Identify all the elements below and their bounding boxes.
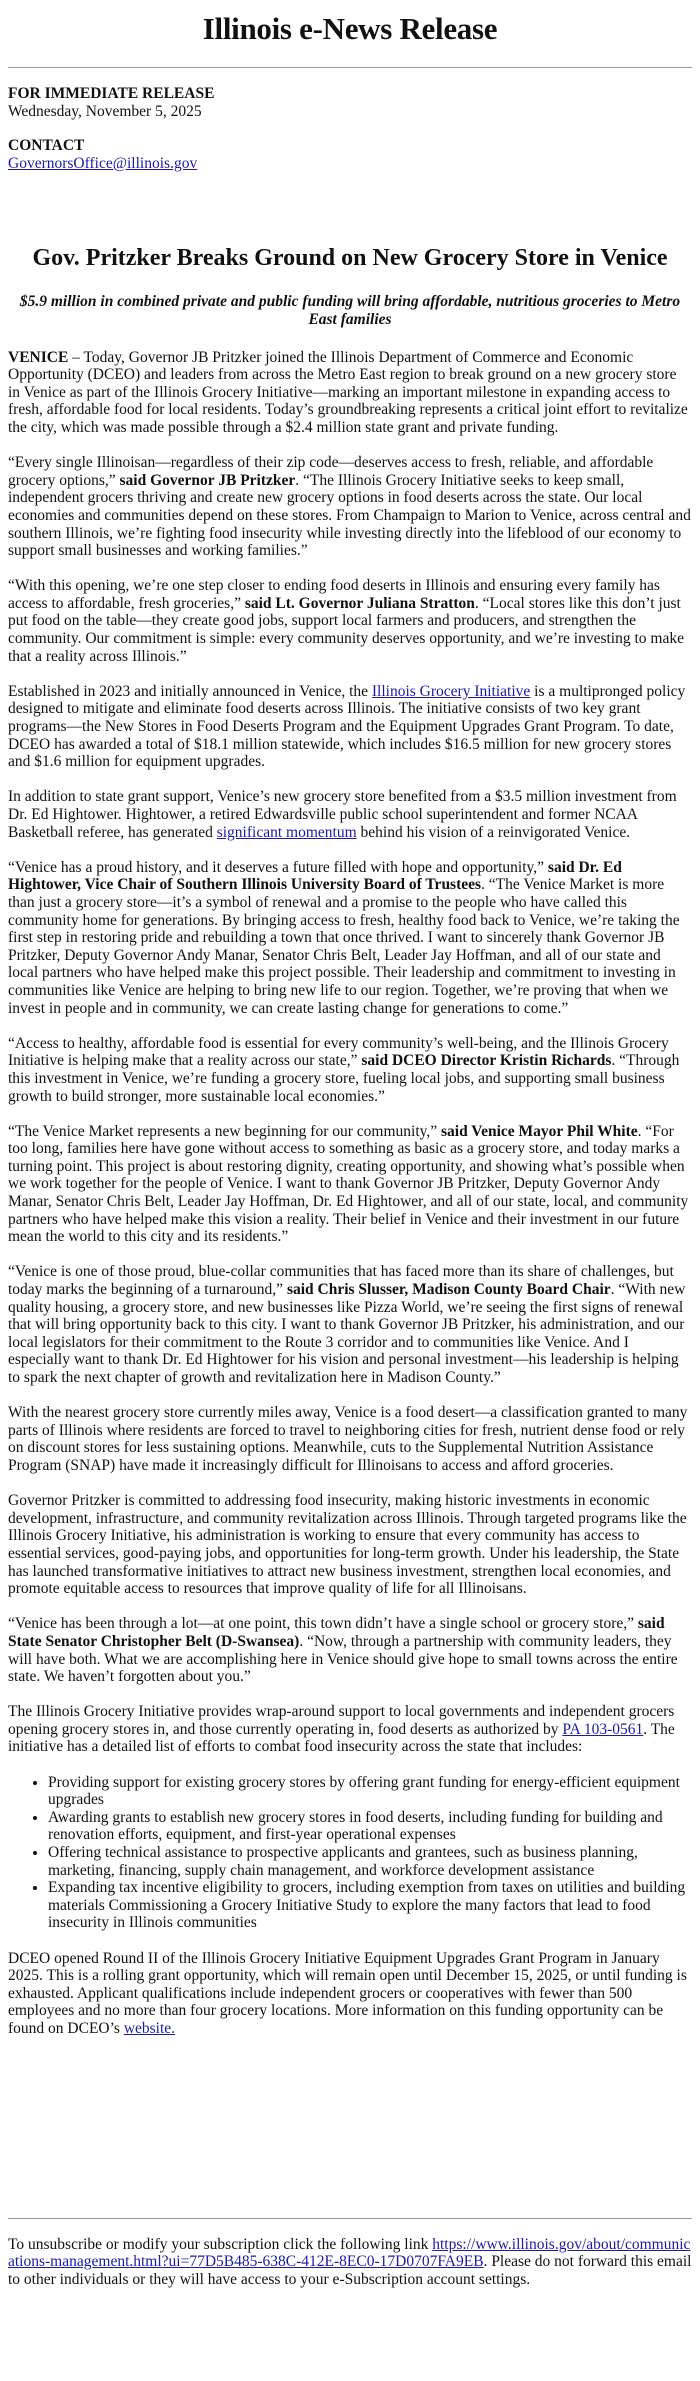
paragraph-text: DCEO opened Round II of the Illinois Grocery Initiative Equipment Upgrades Grant Program in January 2025. This is a rolling grant opportunity, which will remain open until December 15, 2025, or until funding is exhausted. Applicant qualifications include independent grocers or cooperatives with fewer than 500 employees and no more than four grocery locations. More information on this funding opportunity can be found on DCEO’s [8,1949,687,2037]
quote-pritzker [8,454,692,560]
quote-text: “Every single Illinoisan—regardless of their zip code—deserves access to fresh, reliable, and affordable grocery options,” [8,454,654,489]
quote-text: “Venice is one of those proud, blue-collar communities that has faced more than its share of challenges, but today marks the beginning of a turnaround,” [8,1263,674,1299]
list-item: • Expanding tax incentive eligibility to grocers, including exemption from taxes on utilities and building materials Commissioning a Grocery Initiative Study to explore the many factors that lead to food insecurity in Illinois communities [48,1879,692,1932]
footer-text: To unsubscribe or modify your subscription click the following link [8,2235,433,2253]
paragraph-hightower [8,788,692,841]
quote-belt [8,1615,692,1685]
quote-text: . “Now, through a partnership with community leaders, they will have both. What we are accomplishing here in Venice should give hope to small towns across the entire state. We haven’t forgotten about you.” [8,1632,678,1686]
speaker: said Governor JB Pritzker [119,471,296,489]
paragraph-wraparound-support [8,1703,692,1756]
speaker: said Dr. Ed Hightower, Vice Chair of Southern Illinois University Board of Trustees [8,858,622,894]
quote-text: . “Local stores like this don’t just put food on the table—they create good jobs, support local farmers and producers, and strengthen the community. Our commitment is simple: every community deserves opportunity, and we’re investing to make that a reality across Illinois.” [8,594,684,665]
contact-block [8,137,692,172]
speaker: said Chris Slusser, Madison County Board Chair [286,1281,611,1299]
quote-text: “With this opening, we’re one step closer to ending food deserts in Illinois and ensuring every family has access to affordable, fresh groceries,” [8,577,660,612]
quote-text: “The Venice Market represents a new beginning for our community,” [8,1122,441,1140]
list-item: • Awarding grants to establish new grocery stores in food deserts, including funding for building and renovation efforts, equipment, and first-year operational expenses [48,1809,692,1844]
release-meta [8,85,692,172]
quote-text: . “The Venice Market is more than just a grocery store—it’s a symbol of renewal and a promise to the people who have called this community home for generations. By bringing access to fresh, healthy food back to Venice, we’re taking the first step in restoring pride and rebuilding a town that once thrived. I want to sincerely thank Governor JB Pritzker, Deputy Governor Andy Manar, Senator Chris Belt, Leader Jay Hoffman, and all of our state and local partners who have helped make this project possible. Their leadership and commitment to investing in communities like Venice are helping to bring new life to our region. Together, we’re proving that when we invest in people and in community, we can create lasting change for generations to come.” [8,876,680,1017]
speaker: said DCEO Director Kristin Richards [361,1052,612,1070]
speaker: said Lt. Governor Juliana Stratton [244,594,475,612]
paragraph-text: is a multipronged policy designed to mitigate and eliminate food deserts across Illinois. The initiative consists of two key grant programs—the New Stores in Food Deserts Program and the Equipment Upgrades Grant Program. To date, DCEO has awarded a total of $18.1 million statewide, which includes $16.5 million for new grocery stores and $1.6 million for equipment upgrades. [8,682,686,771]
pa-103-0561-link[interactable]: PA 103-0561 [562,1720,644,1738]
list-item: • Offering technical assistance to prospective applicants and grantees, such as business planning, marketing, financing, supply chain management, and workforce development assistance [48,1844,692,1879]
release-date: Wednesday, November 5, 2025 [8,102,202,120]
paragraph-initiative [8,683,692,771]
quote-hightower [8,859,692,1017]
paragraph-text: . The initiative has a detailed list of efforts to combat food insecurity across the state that includes: [8,1720,675,1756]
dateline: VENICE [8,348,69,366]
quote-white [8,1123,692,1246]
quote-text: “Access to healthy, affordable food is essential for every community’s well-being, and the Illinois Grocery Initiative is helping make that a reality across our state,” [8,1034,669,1070]
illinois-grocery-initiative-link[interactable]: Illinois Grocery Initiative [371,682,531,700]
release-block [8,85,692,120]
quote-text: “Venice has a proud history, and it deserves a future filled with hope and opportunity,” [8,858,548,876]
footer-divider [8,2218,692,2219]
speaker: said State Senator Christopher Belt (D-Swansea) [8,1615,665,1650]
paragraph-round-two [8,1950,692,2038]
article-subhead: $5.9 million in combined private and public funding will bring affordable, nutritious groceries to Metro East families [19,293,681,328]
paragraph-food-desert: With the nearest grocery store currently miles away, Venice is a food desert—a classification granted to many parts of Illinois where residents are forced to travel to neighboring cities for fresh, nutrient dense food or rely on discount stores for less sustaining options. Meanwhile, cuts to the Supplemental Nutrition Assistance Program (SNAP) have made it increasingly difficult for Illinoisans to access and afford groceries. [8,1404,688,1474]
paragraph-text: behind his vision of a reinvigorated Venice. [356,823,631,841]
footer-text: . Please do not forward this email to other individuals or they will have access to your e-Subscription account settings. [8,2253,692,2288]
initiative-efforts-list [8,1774,692,1932]
quote-text: . “For too long, families here have gone without access to something as basic as a grocery store, and today marks a turning point. This project is about restoring dignity, creating opportunity, and showing what’s possible when we work together for the people of Venice. I want to thank Governor JB Pritzker, Deputy Governor Andy Manar, Senator Chris Belt, Leader Jay Hoffman, Dr. Ed Hightower, and all of our state, local, and community partners who have helped make this vision a reality. Their belief in Venice and their investment in our future mean the world to this city and its residents.” [8,1122,689,1246]
significant-momentum-link[interactable]: significant momentum [216,823,357,841]
quote-text: . “Through this investment in Venice, we’re funding a grocery store, fueling local jobs, and supporting small business growth to build stronger, more sustainable local economies.” [8,1052,680,1105]
quote-text: . “With new quality housing, a grocery store, and new businesses like Pizza World, we’re seeing the first signs of renewal that will bring opportunity back to this city. I want to thank Governor JB Pritzker, his administration, and our local legislators for their commitment to the Route 3 corridor and to communities like Venice. And I especially want to thank Dr. Ed Hightower for his vision and personal investment—his leadership is helping to spark the next chapter of growth and revitalization here in Madison County.” [8,1281,686,1386]
paragraph-governor-commitment: Governor Pritzker is committed to addressing food insecurity, making historic investments in economic development, infrastructure, and community revitalization across Illinois. Through targeted programs like the Illinois Grocery Initiative, his administration is working to ensure that every community has access to essential services, good-paying jobs, and opportunities for long-term growth. Under his leadership, the State has launched transformative initiatives to attract new business investment, strengthen local economies, and promote equitable access to resources that improve quality of life for all Illinoisans. [8,1492,687,1598]
footer [8,2218,692,2289]
paragraph-text: The Illinois Grocery Initiative provides wrap-around support to local governments and independent grocers opening grocery stores in, and those currently operating in, food deserts as authorized by [8,1703,675,1738]
list-item: • Providing support for existing grocery stores by offering grant funding for energy-efficient equipment upgrades [48,1774,692,1809]
top-divider [8,67,692,68]
dceo-website-link[interactable]: website. [123,2019,176,2037]
paragraph-text: Established in 2023 and initially announced in Venice, the [8,682,372,700]
contact-label: CONTACT [8,137,85,155]
release-label: FOR IMMEDIATE RELEASE [8,85,215,102]
site-title: Illinois e-News Release [202,11,498,46]
article-body [8,349,692,2038]
speaker: said Venice Mayor Phil White [441,1122,638,1140]
quote-stratton [8,577,692,665]
article-headline: Gov. Pritzker Breaks Ground on New Grocery Store in Venice [32,245,668,272]
quote-slusser [8,1263,692,1386]
contact-email-link[interactable]: GovernorsOffice@illinois.gov [8,154,198,172]
quote-text: “Venice has been through a lot—at one point, this town didn’t have a single school or grocery store,” [8,1615,638,1633]
paragraph-text: In addition to state grant support, Venice’s new grocery store benefited from a $3.5 million investment from Dr. Ed Hightower. Hightower, a retired Edwardsville public school superintendent and former NCAA Basketball referee, has generated [8,788,677,841]
quote-richards [8,1035,692,1105]
quote-text: . “The Illinois Grocery Initiative seeks to keep small, independent grocers thriving and create new grocery options in food deserts across the state. Our local economies and communities depend on these stores. From Champaign to Marion to Venice, across central and southern Illinois, we’re fighting food insecurity while investing directly into the lifeblood of our economy to support small businesses and working families.” [8,471,691,560]
unsubscribe-notice [8,2236,692,2289]
paragraph-intro [8,349,692,437]
unsubscribe-link[interactable]: https://www.illinois.gov/about/communications-management.html?ui=77D5B485-638C-412E-8EC0-17D0707FA9EB [8,2235,691,2271]
paragraph-text: – Today, Governor JB Pritzker joined the Illinois Department of Commerce and Economic Opportunity (DCEO) and leaders from across the Metro East region to break ground on a new grocery store in Venice as part of the Illinois Grocery Initiative—marking an important milestone in expanding access to fresh, affordable food for local residents. Today’s groundbreaking represents a critical joint effort to revitalize the city, which was made possible through a $2.4 million state grant and private funding. [8,348,688,436]
